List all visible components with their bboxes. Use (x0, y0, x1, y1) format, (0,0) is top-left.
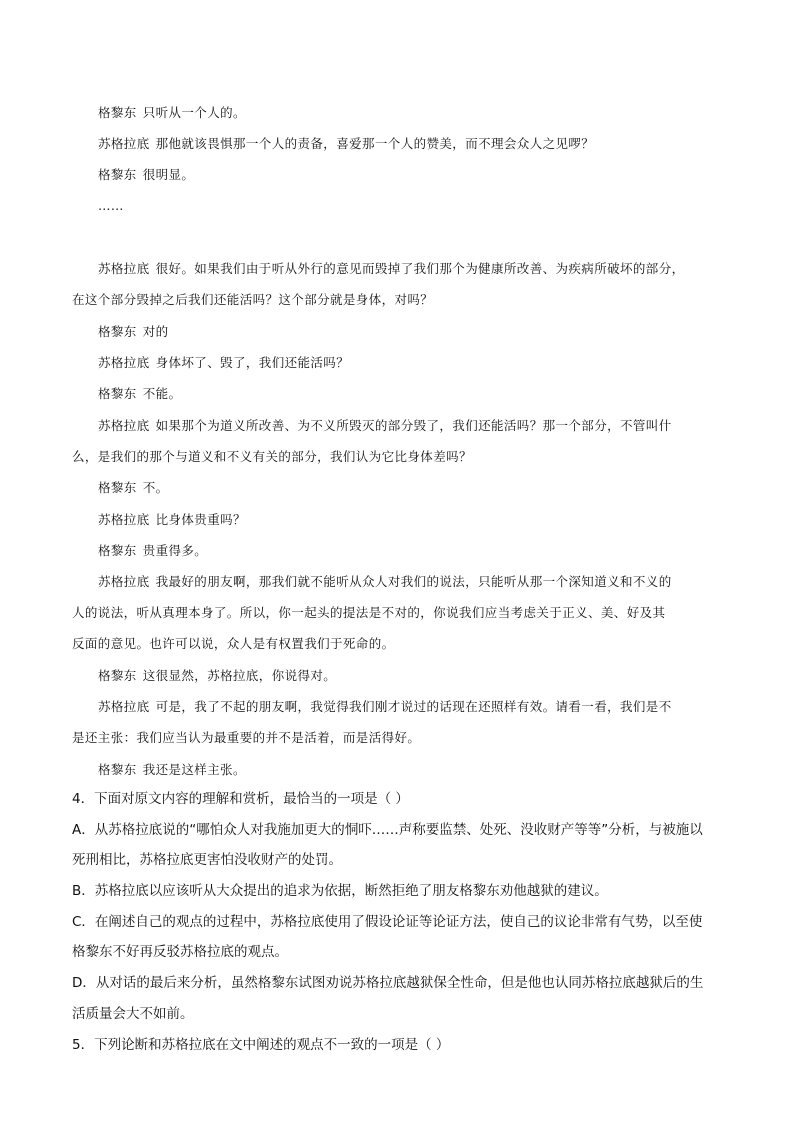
speaker: 苏格拉底 (98, 355, 150, 370)
speaker: 苏格拉底 (98, 136, 150, 151)
option-a: A．从苏格拉底说的“哪怕众人对我施加更大的恫吓……声称要监禁、处死、没收财产等等”分析，与被施以 (72, 822, 703, 838)
option-d: D．从对话的最后来分析，虽然格黎东试图劝说苏格拉底越狱保全性命，但是他也认同苏格拉底越狱后的生 (72, 975, 704, 991)
question-4-stem: 4．下面对原文内容的理解和赏析，最恰当的一项是（ ） (72, 791, 409, 807)
speaker: 格黎东 (98, 386, 137, 401)
speaker: 格黎东 (98, 105, 137, 120)
dialogue-text: 不能。 (142, 386, 182, 401)
dialogue-line (72, 159, 732, 190)
speaker: 苏格拉底 (98, 512, 150, 527)
speaker: 格黎东 (98, 324, 137, 339)
dialogue-text: 可是，我了不起的朋友啊，我觉得我们刚才说过的话现在还照样有效。请看一看，我们是不 (155, 699, 672, 714)
speaker: 苏格拉底 (98, 418, 150, 433)
dialogue-text: 那他就该畏惧那一个人的责备，喜爱那一个人的赞美，而不理会众人之见啰？ (155, 136, 595, 151)
dialogue-line (72, 754, 732, 785)
dialogue-continuation: 在这个部分毁掉之后我们还能活吗？这个部分就是身体，对吗？ (72, 292, 434, 307)
dialogue-text: 身体坏了、毁了，我们还能活吗？ (155, 355, 350, 370)
dialogue-text: 不。 (142, 480, 169, 495)
dialogue-text: 比身体贵重吗？ (155, 512, 246, 527)
speaker: 苏格拉底 (98, 261, 150, 276)
speaker: 格黎东 (98, 167, 137, 182)
dialogue-text: 只听从一个人的。 (142, 105, 246, 120)
dialogue-line (72, 691, 732, 722)
dialogue-text: 如果那个为道义所改善、为不义所毁灭的部分毁了，我们还能活吗？那一个部分，不管叫什 (155, 418, 672, 433)
dialogue-line (72, 378, 732, 409)
speaker: 苏格拉底 (98, 699, 150, 714)
dialogue-text: 很明显。 (142, 167, 195, 182)
dialogue-continuation: 反面的意见。也许可以说，众人是有权置我们于死命的。 (72, 636, 395, 651)
dialogue-text: 对的 (142, 324, 169, 339)
dialogue-continuation: 么，是我们的那个与道义和不义有关的部分，我们认为它比身体差吗？ (72, 449, 472, 464)
dialogue-text: 贵重得多。 (142, 543, 208, 558)
dialogue-line (72, 410, 732, 441)
dialogue-line (72, 566, 732, 597)
option-b: B．苏格拉底以应该听从大众提出的追求为依据，断然拒绝了朋友格黎东劝他越狱的建议。 (72, 883, 608, 899)
dialogue-text: …… (98, 198, 124, 213)
dialogue-text: 我还是这样主张。 (142, 762, 246, 777)
option-c-continuation: 格黎东不好再反驳苏格拉底的观点。 (72, 944, 288, 960)
question-5-stem: 5．下列论断和苏格拉底在文中阐述的观点不一致的一项是（ ） (72, 1037, 450, 1053)
dialogue-line (72, 472, 732, 503)
dialogue-line (72, 347, 732, 378)
dialogue-continuation: 人的说法，听从真理本身了。所以，你一起头的提法是不对的，你说我们应当考虑关于正义、美、好及其 (72, 605, 666, 620)
option-d-continuation: 活质量会大不如前。 (72, 1006, 194, 1022)
dialogue-line (72, 504, 732, 535)
option-a-continuation: 死刑相比，苏格拉底更害怕没收财产的处罚。 (72, 852, 342, 868)
speaker: 格黎东 (98, 762, 137, 777)
dialogue-line (72, 660, 732, 691)
speaker: 格黎东 (98, 480, 137, 495)
dialogue-text: 很好。如果我们由于听从外行的意见而毁掉了我们那个为健康所改善、为疾病所破坏的部分， (155, 261, 685, 276)
speaker: 格黎东 (98, 543, 137, 558)
dialogue-line (72, 97, 732, 128)
dialogue-line (72, 316, 732, 347)
dialogue-line (72, 253, 732, 284)
dialogue-text: 我最好的朋友啊，那我们就不能听从众人对我们的说法，只能听从那一个深知道义和不义的 (155, 574, 672, 589)
dialogue-continuation: 是还主张：我们应当认为最重要的并不是活着，而是活得好。 (72, 730, 421, 745)
dialogue-line (72, 535, 732, 566)
speaker: 格黎东 (98, 668, 137, 683)
dialogue-text: 这很显然，苏格拉底，你说得对。 (142, 668, 337, 683)
option-c: C．在阐述自己的观点的过程中，苏格拉底使用了假设论证等论证方法，使自己的议论非常有气势，以至使 (72, 914, 703, 930)
speaker: 苏格拉底 (98, 574, 150, 589)
ellipsis-line (72, 190, 732, 221)
dialogue-line (72, 128, 732, 159)
